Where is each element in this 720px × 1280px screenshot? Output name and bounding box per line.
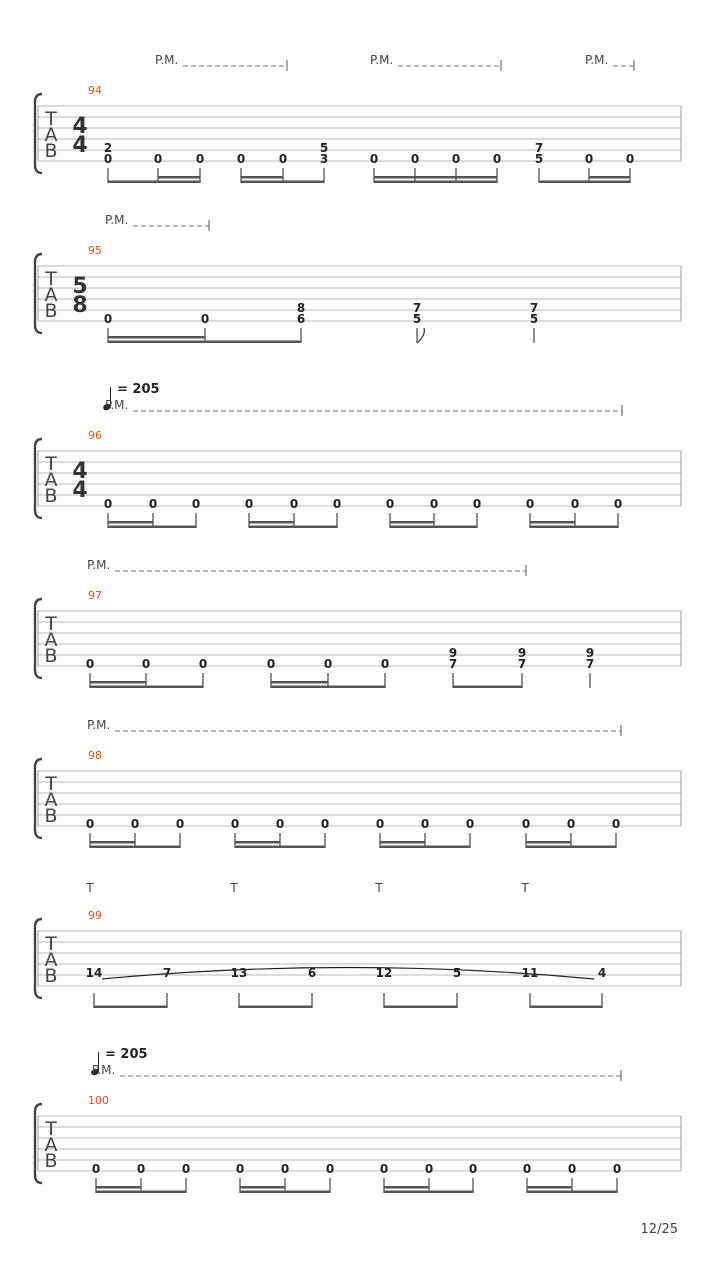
fret-number: 11 (521, 966, 539, 980)
tab-clef-letter: B (44, 300, 58, 322)
fret-number: 0 (230, 817, 240, 831)
tab-note (535, 141, 543, 183)
secondary-beam (96, 1186, 141, 1189)
measure-number: 94 (88, 84, 102, 97)
palm-mute-marking (370, 53, 501, 71)
fret-number: 13 (230, 966, 248, 980)
secondary-beam (240, 1186, 285, 1189)
tab-note (321, 817, 329, 848)
tab-note (469, 1162, 477, 1193)
tab-note (522, 966, 539, 1008)
palm-mute-marking (155, 53, 287, 71)
measure-number: 97 (88, 589, 102, 602)
tab-clef-letter: A (44, 469, 58, 491)
fret-number: 0 (611, 817, 621, 831)
fret-number: 0 (130, 817, 140, 831)
palm-mute-marking (105, 398, 622, 416)
tab-note (199, 657, 207, 688)
secondary-beam (90, 681, 146, 684)
tab-note (86, 966, 103, 1008)
tab-clef-letter: T (45, 1118, 57, 1140)
tab-clef-letter: T (45, 933, 57, 955)
palm-mute-label: P.M. (92, 1063, 116, 1077)
beam (384, 1006, 457, 1009)
fret-number: 0 (289, 497, 299, 511)
palm-mute-marking (105, 213, 209, 231)
fret-number: 0 (103, 152, 113, 166)
secondary-beam (241, 176, 283, 179)
eighth-flag (417, 328, 424, 343)
palm-mute-label: P.M. (87, 718, 111, 732)
fret-number: 0 (244, 497, 254, 511)
tab-clef-letter: A (44, 1134, 58, 1156)
fret-number: 0 (525, 497, 535, 511)
fret-number: 0 (420, 817, 430, 831)
beam (374, 181, 497, 184)
tab-note (333, 497, 341, 528)
tab-clef-letter: T (45, 453, 57, 475)
staff-system (35, 53, 681, 183)
tab-note (530, 301, 538, 343)
fret-number: 7 (534, 141, 544, 155)
fret-number: 0 (181, 1162, 191, 1176)
fret-number: 0 (584, 152, 594, 166)
measure-number: 96 (88, 429, 102, 442)
beam (90, 846, 180, 849)
fret-number: 0 (468, 1162, 478, 1176)
fret-number: 0 (566, 817, 576, 831)
fret-number: 0 (375, 817, 385, 831)
tab-clef-letter: A (44, 949, 58, 971)
beam (384, 1191, 473, 1194)
secondary-beam (374, 176, 497, 179)
fret-number: 0 (612, 1162, 622, 1176)
tempo-value: = 205 (117, 382, 160, 397)
tab-clef-letter: A (44, 629, 58, 651)
fret-number: 0 (278, 152, 288, 166)
secondary-beam (158, 176, 200, 179)
beam (240, 1191, 330, 1194)
fret-number: 0 (451, 152, 461, 166)
beam (239, 1006, 312, 1009)
secondary-beam (589, 176, 630, 179)
fret-number: 0 (567, 1162, 577, 1176)
staff-system (35, 558, 681, 688)
beam (241, 181, 324, 184)
tab-clef-letter: B (44, 485, 58, 507)
fret-number: 0 (141, 657, 151, 671)
fret-number: 0 (380, 657, 390, 671)
fret-number: 0 (275, 817, 285, 831)
beam (249, 526, 337, 529)
fret-number: 8 (296, 301, 306, 315)
beam (108, 181, 200, 184)
fret-number: 0 (148, 497, 158, 511)
tab-note (297, 301, 305, 343)
fret-number: 0 (521, 817, 531, 831)
secondary-beam (108, 521, 153, 524)
staff-system (35, 1047, 681, 1193)
fret-number: 0 (175, 817, 185, 831)
fret-number: 0 (85, 817, 95, 831)
fret-number: 0 (280, 1162, 290, 1176)
fret-number: 7 (585, 657, 595, 671)
tab-note (182, 1162, 190, 1193)
tab-note (453, 966, 461, 1008)
tab-note (192, 497, 200, 528)
tab-note (413, 301, 421, 343)
tab-note (586, 646, 594, 688)
fret-number: 0 (91, 1162, 101, 1176)
fret-number: 0 (379, 1162, 389, 1176)
fret-number: 0 (570, 497, 580, 511)
beam (108, 526, 196, 529)
fret-number: 9 (517, 646, 527, 660)
staff-system (35, 213, 681, 343)
beam (108, 341, 301, 344)
fret-number: 0 (369, 152, 379, 166)
measure-number: 99 (88, 909, 102, 922)
fret-number: 6 (296, 312, 306, 326)
tab-note (614, 497, 622, 528)
tab-note (163, 966, 171, 1008)
tab-clef-letter: T (45, 773, 57, 795)
tab-note (466, 817, 474, 848)
fret-number: 0 (522, 1162, 532, 1176)
measure-number: 95 (88, 244, 102, 257)
palm-mute-label: P.M. (105, 398, 129, 412)
legato-slur (102, 968, 594, 980)
palm-mute-marking (92, 1063, 621, 1081)
fret-number: 0 (235, 1162, 245, 1176)
secondary-beam (249, 521, 294, 524)
fret-number: 5 (319, 141, 329, 155)
beam (530, 526, 618, 529)
beam (453, 686, 522, 689)
tab-note (449, 646, 457, 688)
tab-note (381, 657, 389, 688)
palm-mute-label: P.M. (155, 53, 179, 67)
tab-clef-letter: A (44, 789, 58, 811)
beam (94, 1006, 167, 1009)
fret-number: 0 (429, 497, 439, 511)
fret-number: 9 (448, 646, 458, 660)
tab-clef-letter: B (44, 1150, 58, 1172)
fret-number: 12 (375, 966, 393, 980)
tab-note (376, 966, 393, 1008)
beam (90, 686, 203, 689)
fret-number: 2 (103, 141, 113, 155)
tab-clef-letter: A (44, 284, 58, 306)
staff-system (35, 718, 681, 848)
tab-clef-letter: T (45, 108, 57, 130)
tab-clef-letter: T (45, 268, 57, 290)
fret-number: 0 (195, 152, 205, 166)
palm-mute-label: P.M. (87, 558, 111, 572)
fret-number: 0 (103, 312, 113, 326)
beam (380, 846, 470, 849)
secondary-beam (90, 841, 135, 844)
tab-note (613, 1162, 621, 1193)
tab-note (176, 817, 184, 848)
secondary-beam (390, 521, 434, 524)
beam (271, 686, 385, 689)
time-signature-bottom: 8 (72, 293, 88, 318)
tempo-value: = 205 (105, 1047, 148, 1062)
tab-note (612, 817, 620, 848)
staff-system (35, 382, 681, 528)
beam (390, 526, 477, 529)
fret-number: 0 (625, 152, 635, 166)
palm-mute-marking (87, 558, 526, 576)
fret-number: 0 (85, 657, 95, 671)
fret-number: 0 (323, 657, 333, 671)
fret-number: 7 (162, 966, 172, 980)
time-signature-bottom: 4 (72, 478, 88, 503)
fret-number: 0 (410, 152, 420, 166)
secondary-beam (384, 1186, 429, 1189)
page-number: 12/25 (640, 1222, 678, 1237)
time-signature-top: 5 (72, 274, 88, 299)
palm-mute-marking (87, 718, 621, 736)
time-signature-bottom: 4 (72, 133, 88, 158)
fret-number: 0 (136, 1162, 146, 1176)
fret-number: 0 (236, 152, 246, 166)
tap-marking: T (375, 881, 383, 895)
beam (526, 846, 616, 849)
secondary-beam (530, 521, 575, 524)
palm-mute-label: P.M. (105, 213, 129, 227)
fret-number: 5 (529, 312, 539, 326)
secondary-beam (526, 841, 571, 844)
fret-number: 0 (191, 497, 201, 511)
tab-note (598, 966, 606, 1008)
fret-number: 5 (452, 966, 462, 980)
fret-number: 4 (597, 966, 607, 980)
beam (539, 181, 630, 184)
tap-marking: T (86, 881, 94, 895)
tab-note (231, 966, 248, 1008)
tab-note (518, 646, 526, 688)
tab-clef-letter: B (44, 965, 58, 987)
fret-number: 6 (307, 966, 317, 980)
palm-mute-label: P.M. (585, 53, 609, 67)
fret-number: 7 (412, 301, 422, 315)
tab-note (326, 1162, 334, 1193)
beam (527, 1191, 617, 1194)
secondary-beam (527, 1186, 572, 1189)
tab-note (104, 141, 112, 183)
fret-number: 0 (320, 817, 330, 831)
tab-note (308, 966, 316, 1008)
fret-number: 0 (198, 657, 208, 671)
tab-note (320, 141, 328, 183)
staff-system (35, 881, 681, 1008)
tap-marking: T (230, 881, 238, 895)
tap-marking: T (521, 881, 529, 895)
fret-number: 7 (529, 301, 539, 315)
fret-number: 0 (153, 152, 163, 166)
fret-number: 0 (424, 1162, 434, 1176)
fret-number: 5 (534, 152, 544, 166)
secondary-beam (108, 336, 205, 339)
fret-number: 7 (448, 657, 458, 671)
secondary-beam (235, 841, 280, 844)
fret-number: 0 (325, 1162, 335, 1176)
secondary-beam (271, 681, 328, 684)
fret-number: 0 (332, 497, 342, 511)
fret-number: 0 (492, 152, 502, 166)
time-signature-top: 4 (72, 459, 88, 484)
palm-mute-label: P.M. (370, 53, 394, 67)
tab-clef-letter: T (45, 613, 57, 635)
tab-clef-letter: B (44, 140, 58, 162)
measure-number: 100 (88, 1094, 109, 1107)
tab-clef-letter: B (44, 805, 58, 827)
palm-mute-marking (585, 53, 634, 71)
measure-number: 98 (88, 749, 102, 762)
tab-clef-letter: B (44, 645, 58, 667)
secondary-beam (380, 841, 425, 844)
fret-number: 0 (613, 497, 623, 511)
fret-number: 9 (585, 646, 595, 660)
fret-number: 0 (465, 817, 475, 831)
fret-number: 0 (266, 657, 276, 671)
time-signature-top: 4 (72, 114, 88, 139)
beam (96, 1191, 186, 1194)
fret-number: 0 (200, 312, 210, 326)
tab-clef-letter: A (44, 124, 58, 146)
fret-number: 7 (517, 657, 527, 671)
fret-number: 14 (85, 966, 103, 980)
fret-number: 0 (103, 497, 113, 511)
fret-number: 0 (385, 497, 395, 511)
fret-number: 3 (319, 152, 329, 166)
beam (235, 846, 325, 849)
fret-number: 5 (412, 312, 422, 326)
fret-number: 0 (472, 497, 482, 511)
tab-note (473, 497, 481, 528)
beam (530, 1006, 602, 1009)
